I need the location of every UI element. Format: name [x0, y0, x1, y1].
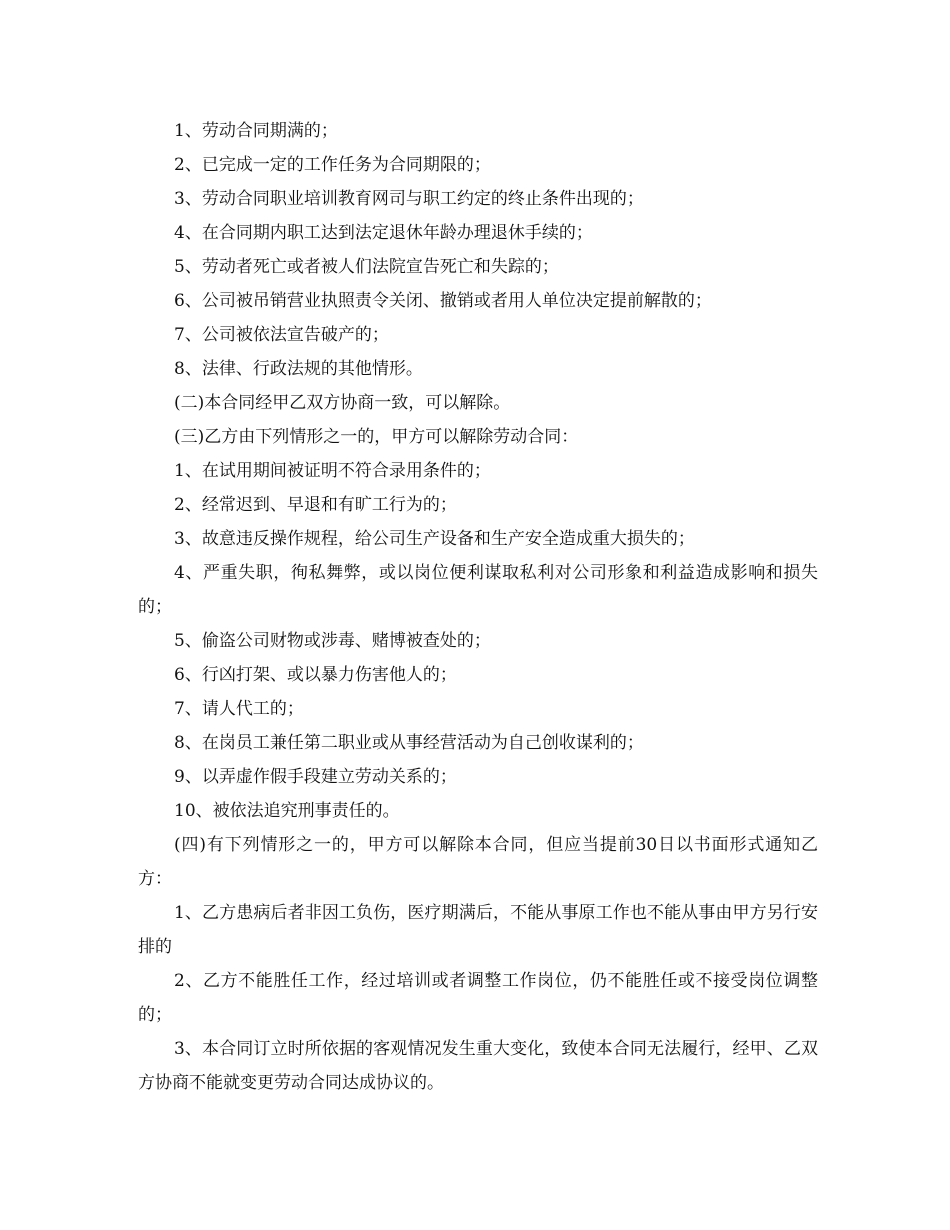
clause-dismissal-8: 8、在岗员工兼任第二职业或从事经营活动为自己创收谋利的； — [174, 733, 644, 753]
clause-dismissal-7: 7、请人代工的； — [174, 699, 304, 719]
section-three-heading: (三)乙方由下列情形之一的，甲方可以解除劳动合同： — [174, 427, 579, 447]
clause-termination-5: 5、劳动者死亡或者被人们法院宣告死亡和失踪的； — [174, 257, 559, 277]
clause-termination-4: 4、在合同期内职工达到法定退休年龄办理退休手续的； — [174, 223, 593, 243]
clause-notice-2: 2、乙方不能胜任工作，经过培训或者调整工作岗位，仍不能胜任或不接受岗位调整的； — [138, 971, 818, 1025]
document-body — [138, 114, 818, 1100]
clause-notice-1: 1、乙方患病后者非因工负伤，医疗期满后，不能从事原工作也不能从事由甲方另行安排的 — [138, 903, 818, 957]
clause-termination-8: 8、法律、行政法规的其他情形。 — [174, 359, 423, 379]
section-two-heading: (二)本合同经甲乙双方协商一致，可以解除。 — [174, 393, 511, 413]
section-four-heading: (四)有下列情形之一的，甲方可以解除本合同，但应当提前30日以书面形式通知乙方： — [138, 835, 818, 889]
clause-termination-7: 7、公司被依法宣告破产的； — [174, 325, 389, 345]
clause-dismissal-2: 2、经常迟到、早退和有旷工行为的； — [174, 495, 457, 515]
clause-dismissal-9: 9、以弄虚作假手段建立劳动关系的； — [174, 767, 457, 787]
clause-dismissal-3: 3、故意违反操作规程，给公司生产设备和生产安全造成重大损失的； — [174, 529, 695, 549]
clause-termination-1: 1、劳动合同期满的； — [174, 121, 338, 141]
clause-termination-2: 2、已完成一定的工作任务为合同期限的； — [174, 155, 491, 175]
clause-notice-3: 3、本合同订立时所依据的客观情况发生重大变化，致使本合同无法履行，经甲、乙双方协商不能就变更劳动合同达成协议的。 — [138, 1039, 818, 1093]
clause-dismissal-1: 1、在试用期间被证明不符合录用条件的； — [174, 461, 491, 481]
clause-termination-6: 6、公司被吊销营业执照责令关闭、撤销或者用人单位决定提前解散的； — [174, 291, 712, 311]
clause-termination-3: 3、劳动合同职业培训教育网司与职工约定的终止条件出现的； — [174, 189, 644, 209]
clause-dismissal-6: 6、行凶打架、或以暴力伤害他人的； — [174, 665, 457, 685]
clause-dismissal-4: 4、严重失职，徇私舞弊，或以岗位便利谋取私利对公司形象和利益造成影响和损失的； — [138, 563, 818, 617]
clause-dismissal-10: 10、被依法追究刑事责任的。 — [174, 801, 400, 821]
clause-dismissal-5: 5、偷盗公司财物或涉毒、赌博被查处的； — [174, 631, 491, 651]
